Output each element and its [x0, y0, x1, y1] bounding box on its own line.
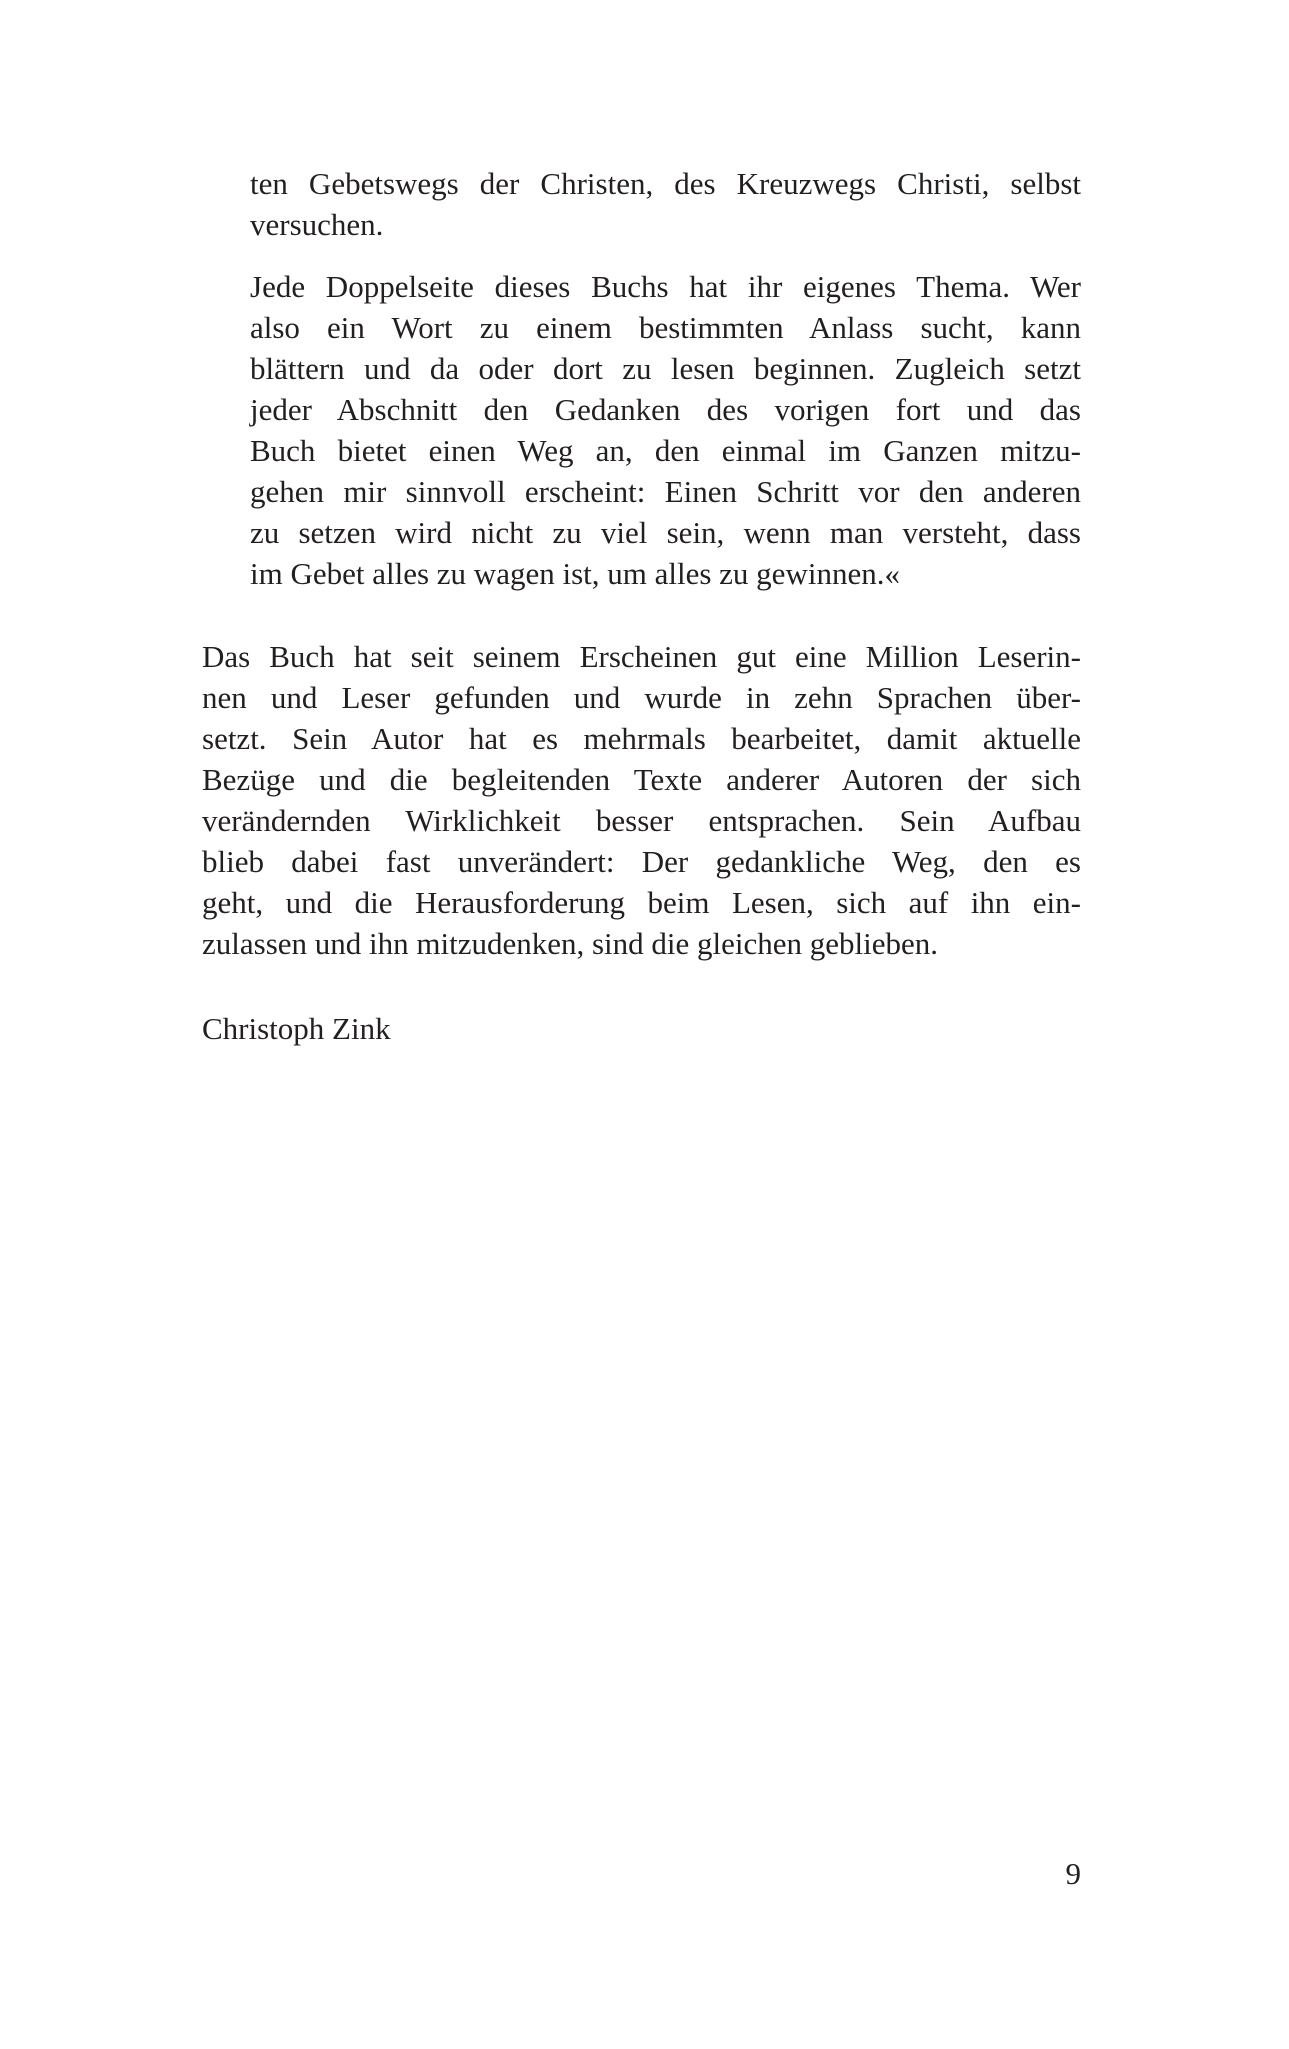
text-line: zu setzen wird nicht zu viel sein, wenn man versteht, dass	[250, 515, 1081, 550]
text-line: blieb dabei fast unverändert: Der gedankliche Weg, den es	[202, 844, 1081, 879]
text-line: Das Buch hat seit seinem Erscheinen gut eine Million Leserin-	[202, 639, 1081, 674]
text-line: also ein Wort zu einem bestimmten Anlass sucht, kann	[250, 310, 1081, 345]
author-signature: Christoph Zink	[202, 1011, 391, 1046]
text-line: Buch bietet einen Weg an, den einmal im Ganzen mitzu-	[250, 433, 1081, 468]
text-line: blättern und da oder dort zu lesen beginnen. Zugleich setzt	[250, 351, 1081, 386]
text-line: ten Gebetswegs der Christen, des Kreuzwegs Christi, selbst	[250, 166, 1081, 201]
text-line: versuchen.	[250, 207, 384, 242]
text-line: nen und Leser gefunden und wurde in zehn Sprachen über-	[202, 680, 1081, 715]
text-line: zulassen und ihn mitzudenken, sind die gleichen geblieben.	[202, 926, 939, 961]
text-line: geht, und die Herausforderung beim Lesen, sich auf ihn ein-	[202, 885, 1081, 920]
text-line: jeder Abschnitt den Gedanken des vorigen fort und das	[250, 392, 1081, 427]
text-line: Jede Doppelseite dieses Buchs hat ihr eigenes Thema. Wer	[250, 269, 1081, 304]
text-line: im Gebet alles zu wagen ist, um alles zu gewinnen.«	[250, 556, 900, 591]
text-line: setzt. Sein Autor hat es mehrmals bearbeitet, damit aktuelle	[202, 721, 1081, 756]
text-line: verändernden Wirklichkeit besser entsprachen. Sein Aufbau	[202, 803, 1081, 838]
text-line: gehen mir sinnvoll erscheint: Einen Schritt vor den anderen	[250, 474, 1081, 509]
text-line: Bezüge und die begleitenden Texte anderer Autoren der sich	[202, 762, 1081, 797]
page-number: 9	[1065, 1856, 1081, 1891]
